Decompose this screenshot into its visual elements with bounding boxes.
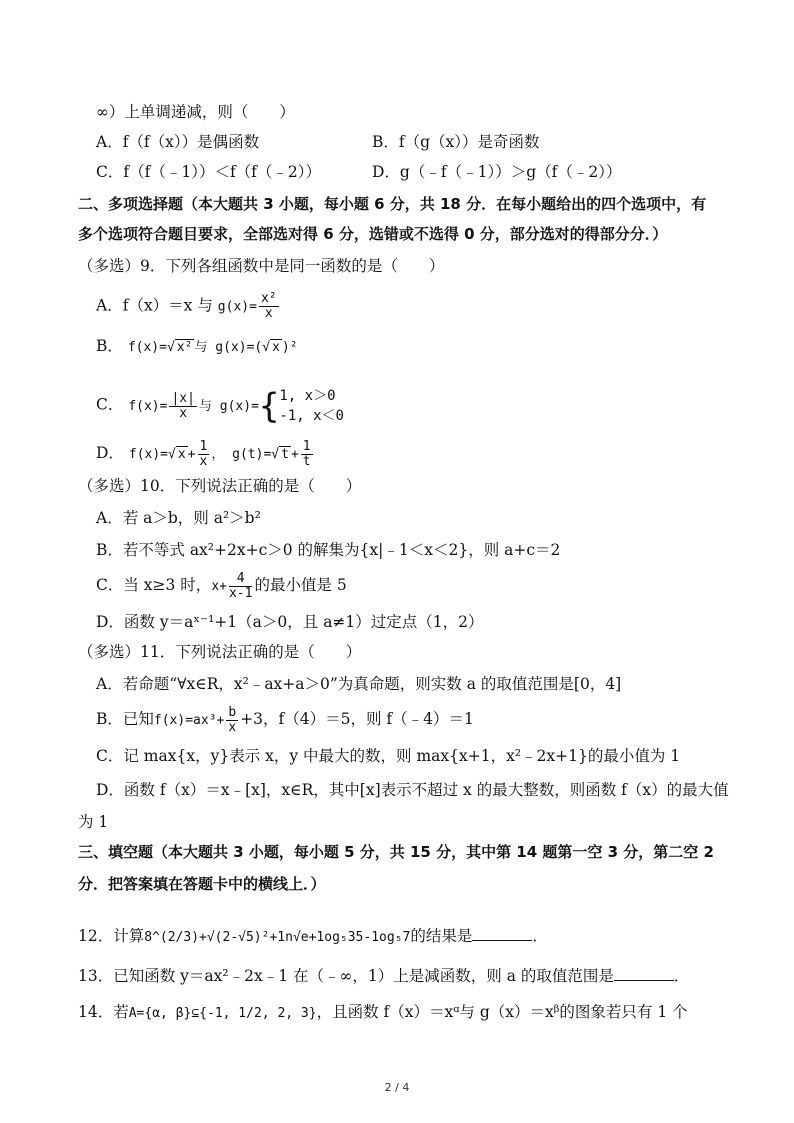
q9-a-fraction xyxy=(259,292,279,321)
q11-b-f: f(x)=ax³+ xyxy=(153,713,225,728)
q11-option-d-line2: 为 1 xyxy=(78,813,109,831)
q9-a-text: f（x）＝x 与 xyxy=(122,296,213,315)
page-number: 2 / 4 xyxy=(384,1081,410,1094)
q14-post: ，且函数 f（x）＝xᵅ与 g（x）＝xᵝ的图象若只有 1 个 xyxy=(316,1003,688,1021)
q13-end: ． xyxy=(673,967,690,985)
q11-b-expr xyxy=(153,705,240,735)
section3-heading-line1: 三、填空题（本大题共 3 小题，每小题 5 分，共 15 分，其中第 14 题第一空 3 分，第二空 2 xyxy=(78,843,714,861)
q9-option-b xyxy=(96,336,298,358)
q9-d-expr xyxy=(128,439,315,469)
q14-pre: 14．若 xyxy=(78,1003,129,1021)
section2-heading-line2: 多个选项符合题目要求，全部选对得 6 分，选错或不选得 0 分，部分选对的得部分分．） xyxy=(78,225,668,243)
section3-heading-line2: 分．把答案填在答题卡中的横线上．） xyxy=(78,875,326,893)
q9-b-expr xyxy=(128,339,298,355)
q9-a-g: g(x)= xyxy=(217,299,257,315)
q9-stem: （多选）9．下列各组函数中是同一函数的是（ ） xyxy=(78,257,445,275)
q9-d-f-rad: x xyxy=(177,447,186,462)
q9-a-label: A． xyxy=(96,296,123,315)
q9-d-mid: ， g(t)=√ xyxy=(211,447,280,462)
q11-b-num: b xyxy=(228,705,237,720)
q9-c-case2: -1, x＜0 xyxy=(279,408,344,424)
q9-d-g-rad: t xyxy=(281,447,289,462)
q9-c-expr xyxy=(128,386,344,426)
q8-continuation: ∞）上单调递减，则（ ） xyxy=(96,103,295,121)
q14-set: A={α, β}⊆{-1, 1/2, 2, 3} xyxy=(128,1006,317,1021)
q11-option-a: A．若命题“∀x∈R，x²﹣ax+a＞0”为真命题，则实数 a 的取值范围是[0，4] xyxy=(96,675,622,693)
q12 xyxy=(78,926,548,948)
q11-b-post: +3，f（4）＝5，则 f（﹣4）＝1 xyxy=(240,710,474,728)
q13-text: 13．已知函数 y＝ax²﹣2x﹣1 在（﹣∞，1）上是减函数，则 a 的取值范围是 xyxy=(78,967,614,985)
q9-d-plus: + xyxy=(187,447,196,462)
q9-b-label: B． xyxy=(96,337,123,355)
q9-d-f: f(x)=√ xyxy=(128,447,176,462)
q10-c-post: 的最小值是 5 xyxy=(254,576,347,594)
q9-b-f: f(x)=√ xyxy=(127,340,175,355)
q9-c-num: |x| xyxy=(171,390,195,406)
q9-a-num: x² xyxy=(260,291,277,306)
q9-d-fraction1 xyxy=(198,440,210,469)
q12-answer-blank[interactable] xyxy=(472,926,532,941)
q9-b-mid: 与 g(x)=(√ xyxy=(194,340,271,355)
q9-option-a xyxy=(96,292,281,321)
section2-heading-line1: 二、多项选择题（本大题共 3 小题，每小题 6 分，共 18 分．在每小题给出的四个选项中，有 xyxy=(78,195,707,213)
q9-d-label: D． xyxy=(96,444,124,462)
q9-d-fraction2 xyxy=(301,440,313,469)
q9-option-c xyxy=(96,386,344,426)
q9-c-case1: 1, x＞0 xyxy=(279,388,336,404)
q11-stem: （多选）11．下列说法正确的是（ ） xyxy=(78,643,362,661)
q12-end: ． xyxy=(532,927,548,945)
q11-b-den: x xyxy=(228,720,237,735)
q9-c-mid: 与 g(x)= xyxy=(198,398,259,414)
q9-d-num1: 1 xyxy=(199,439,208,454)
q14 xyxy=(78,1002,688,1024)
q9-d-plus2: + xyxy=(290,447,299,462)
q13 xyxy=(78,966,689,986)
q10-c-x: x+ xyxy=(211,579,227,594)
q10-option-c xyxy=(96,572,347,601)
q10-option-b: B．若不等式 ax²+2x+c＞0 的解集为{x|﹣1＜x＜2}，则 a+c＝2 xyxy=(96,541,561,559)
q11-option-b xyxy=(96,706,474,735)
q9-d-den1: x xyxy=(199,454,208,469)
q12-pre: 12．计算 xyxy=(78,927,145,945)
q10-c-num: 4 xyxy=(229,572,252,587)
q9-d-den2: t xyxy=(302,454,311,469)
q9-c-f: f(x)= xyxy=(128,398,168,414)
q10-option-d: D．函数 y＝aˣ⁻¹+1（a＞0，且 a≠1）过定点（1，2） xyxy=(96,613,484,631)
q11-option-d-line1: D．函数 f（x）＝x﹣[x]，x∈R，其中[x]表示不超过 x 的最大整数，则函数 f（x）的最大值 xyxy=(96,781,729,799)
q9-d-num2: 1 xyxy=(302,439,311,454)
q9-a-den: x xyxy=(264,306,273,321)
q10-c-fraction xyxy=(229,572,252,601)
q8-option-a: A．f（f（x））是偶函数 xyxy=(96,133,260,151)
q10-option-a: A．若 a＞b，则 a²＞b² xyxy=(96,509,261,527)
q13-answer-blank[interactable] xyxy=(614,966,674,981)
q12-post: 的结果是 xyxy=(410,927,473,945)
q9-c-fraction xyxy=(169,392,196,421)
q9-b-g-rad: x xyxy=(272,340,280,355)
q9-option-d xyxy=(96,440,315,469)
q9-c-brace: { xyxy=(258,386,280,426)
q9-c-cases xyxy=(279,386,344,426)
q11-b-fraction xyxy=(226,706,238,735)
q8-option-c: C．f（f（﹣1））＜f（f（﹣2）） xyxy=(96,163,322,181)
q10-c-pre: C．当 x≥3 时， xyxy=(96,576,212,594)
q9-b-f-rad: x² xyxy=(176,340,193,355)
q10-c-den: x-1 xyxy=(228,586,253,601)
q9-b-end: )² xyxy=(281,340,298,355)
q10-c-expr xyxy=(211,571,254,601)
q12-expr: 8^(2/3)+√(2-√5)²+1n√e+1og₅35-1og₅7 xyxy=(144,930,411,945)
q8-option-b: B．f（g（x））是奇函数 xyxy=(372,133,540,151)
q9-c-label: C． xyxy=(96,395,124,414)
q9-c-den: x xyxy=(179,405,188,421)
q8-option-d: D．g（﹣f（﹣1））＞g（f（﹣2）） xyxy=(372,163,622,181)
q11-b-pre: B．已知 xyxy=(96,710,154,728)
q10-stem: （多选）10．下列说法正确的是（ ） xyxy=(78,477,362,495)
q11-option-c: C．记 max{x，y}表示 x，y 中最大的数，则 max{x+1，x²﹣2x+1}的最小值为 1 xyxy=(96,747,681,765)
